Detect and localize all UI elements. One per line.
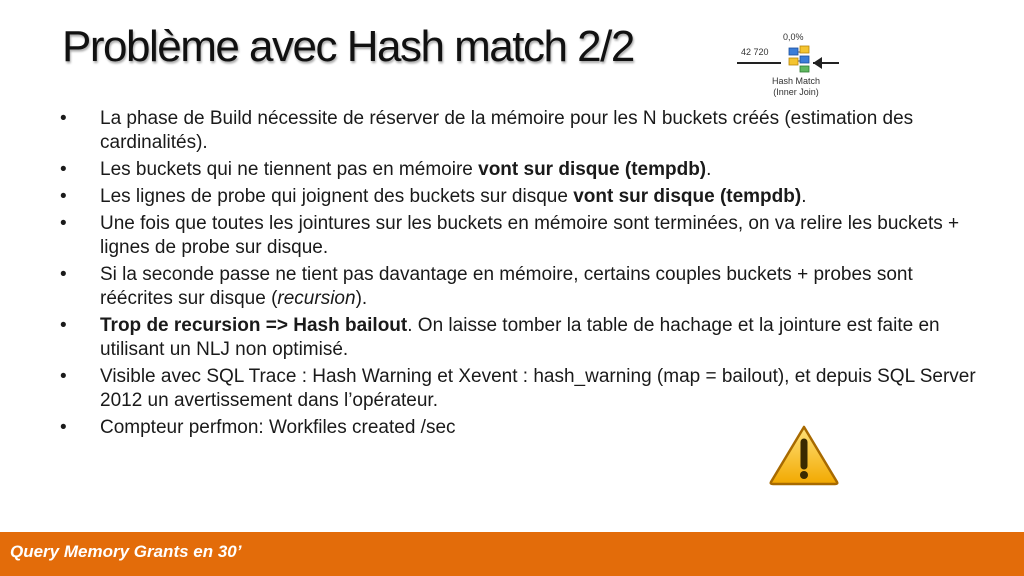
bullet-list [60, 107, 990, 443]
bullet-item [60, 158, 990, 182]
plan-arrow-line [737, 62, 781, 64]
bullet-item [60, 416, 990, 440]
bullet-italic-text: recursion [277, 288, 356, 309]
plan-arrow-line-right [813, 62, 839, 64]
bullet-text: ). [355, 288, 368, 309]
footer-bar [0, 532, 1024, 576]
bullet-bold-text: Trop de recursion => Hash bailout [100, 315, 408, 336]
hash-match-operator [737, 14, 841, 104]
bullet-text: . [706, 159, 712, 180]
bullet-text: Visible avec SQL Trace : Hash Warning et Xevent : hash_warning (map = bailout), et depuis SQL Server 2012 un avertissement dans l’opérateur. [100, 366, 976, 411]
bullet-text: Les lignes de probe qui joignent des buckets sur disque [100, 186, 574, 207]
bullet-item [60, 212, 990, 260]
operator-cost-percent: 0,0% [783, 32, 804, 42]
bullet-bold-text: vont sur disque (tempdb) [573, 186, 802, 207]
slide-title: Problème avec Hash match 2/2 [62, 22, 634, 71]
bullet-text: . On laisse tomber la table de hachage et la jointure est faite en utilisant un NLJ non optimisé. [100, 315, 940, 360]
bullet-bold-text: vont sur disque (tempdb) [478, 159, 707, 180]
operator-row-count: 42 720 [741, 47, 769, 57]
bullet-item [60, 185, 990, 209]
hash-match-icon [787, 44, 811, 74]
bullet-text: La phase de Build nécessite de réserver de la mémoire pour les N buckets créés (estimation des cardinalités). [100, 108, 914, 153]
bullet-text: . [801, 186, 807, 207]
bullet-text: Les buckets qui ne tiennent pas en mémoire [100, 159, 479, 180]
warning-triangle-icon [768, 424, 840, 486]
bullet-text: Une fois que toutes les jointures sur les buckets en mémoire sont terminées, on va relire les buckets + lignes de probe sur disque. [100, 213, 960, 258]
operator-label [761, 76, 831, 98]
operator-subtype: (Inner Join) [773, 87, 819, 97]
footer-text: Query Memory Grants en 30’ [10, 542, 242, 561]
bullet-text: Compteur perfmon: Workfiles created /sec [100, 417, 456, 438]
bullet-text: Si la seconde passe ne tient pas davantage en mémoire, certains couples buckets + probes sont réécrites sur disque ( [100, 264, 913, 309]
bullet-item [60, 365, 990, 413]
bullet-item [60, 263, 990, 311]
operator-name: Hash Match [771, 76, 821, 86]
bullet-item [60, 314, 990, 362]
bullet-item [60, 107, 990, 155]
